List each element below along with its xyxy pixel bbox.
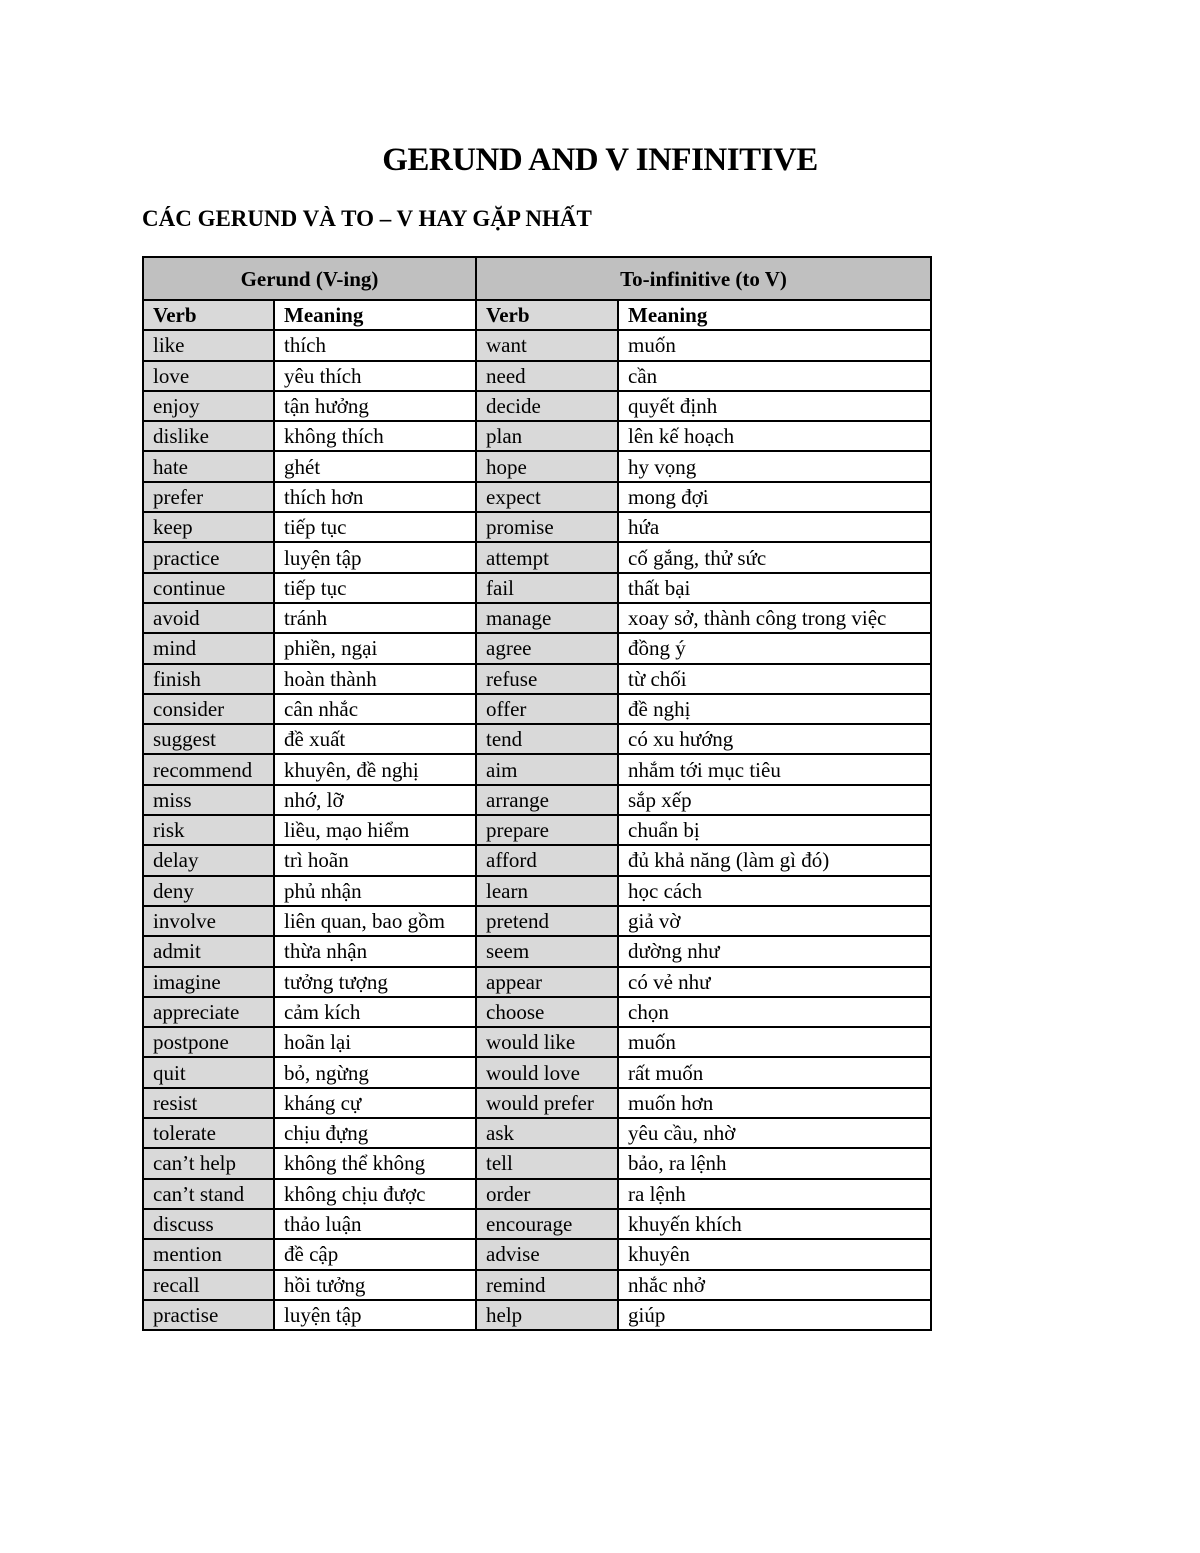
infinitive-meaning-cell: nhắc nhở [618,1270,931,1300]
gerund-meaning-cell: tưởng tượng [274,967,476,997]
infinitive-meaning-cell: cố gắng, thử sức [618,542,931,572]
infinitive-meaning-cell: rất muốn [618,1057,931,1087]
table-row [143,1148,931,1178]
infinitive-meaning-cell: yêu cầu, nhờ [618,1118,931,1148]
infinitive-verb-cell: arrange [476,785,618,815]
infinitive-verb-header: Verb [476,300,618,330]
gerund-meaning-cell: thích hơn [274,482,476,512]
table-row [143,361,931,391]
table-row [143,573,931,603]
infinitive-verb-cell: order [476,1179,618,1209]
table-row [143,754,931,784]
table-row [143,1088,931,1118]
infinitive-verb-cell: prepare [476,815,618,845]
gerund-verb-cell: deny [143,876,274,906]
infinitive-verb-cell: would prefer [476,1088,618,1118]
gerund-verb-cell: can’t help [143,1148,274,1178]
gerund-verb-cell: hate [143,451,274,481]
gerund-meaning-cell: chịu đựng [274,1118,476,1148]
gerund-meaning-cell: ghét [274,451,476,481]
table-row [143,1270,931,1300]
infinitive-header: To-infinitive (to V) [476,257,931,300]
gerund-verb-cell: prefer [143,482,274,512]
verb-table [142,256,932,1331]
gerund-meaning-cell: liên quan, bao gồm [274,906,476,936]
gerund-verb-header: Verb [143,300,274,330]
gerund-verb-cell: imagine [143,967,274,997]
gerund-verb-cell: admit [143,936,274,966]
sub-header-row [143,300,931,330]
gerund-meaning-cell: luyện tập [274,1300,476,1330]
infinitive-verb-cell: agree [476,633,618,663]
infinitive-meaning-header: Meaning [618,300,931,330]
gerund-verb-cell: practise [143,1300,274,1330]
infinitive-meaning-cell: từ chối [618,664,931,694]
gerund-verb-cell: delay [143,845,274,875]
infinitive-meaning-cell: quyết định [618,391,931,421]
infinitive-verb-cell: need [476,361,618,391]
infinitive-verb-cell: would love [476,1057,618,1087]
gerund-verb-cell: suggest [143,724,274,754]
gerund-verb-cell: involve [143,906,274,936]
infinitive-meaning-cell: nhắm tới mục tiêu [618,754,931,784]
infinitive-verb-cell: seem [476,936,618,966]
section-heading: CÁC GERUND VÀ TO – V HAY GẶP NHẤT [142,206,592,231]
gerund-verb-cell: quit [143,1057,274,1087]
infinitive-meaning-cell: giúp [618,1300,931,1330]
table-row [143,967,931,997]
infinitive-meaning-cell: cần [618,361,931,391]
infinitive-meaning-cell: đề nghị [618,694,931,724]
gerund-meaning-cell: đề xuất [274,724,476,754]
gerund-meaning-cell: bỏ, ngừng [274,1057,476,1087]
infinitive-verb-cell: attempt [476,542,618,572]
table-row [143,724,931,754]
gerund-meaning-cell: luyện tập [274,542,476,572]
gerund-verb-cell: appreciate [143,997,274,1027]
infinitive-meaning-cell: lên kế hoạch [618,421,931,451]
table-row [143,1300,931,1330]
gerund-meaning-cell: liều, mạo hiểm [274,815,476,845]
infinitive-meaning-cell: muốn hơn [618,1088,931,1118]
infinitive-verb-cell: manage [476,603,618,633]
infinitive-meaning-cell: có xu hướng [618,724,931,754]
gerund-header: Gerund (V-ing) [143,257,476,300]
infinitive-verb-cell: choose [476,997,618,1027]
gerund-meaning-cell: cân nhắc [274,694,476,724]
infinitive-meaning-cell: bảo, ra lệnh [618,1148,931,1178]
gerund-verb-cell: love [143,361,274,391]
infinitive-meaning-cell: mong đợi [618,482,931,512]
gerund-meaning-cell: hồi tưởng [274,1270,476,1300]
infinitive-meaning-cell: giả vờ [618,906,931,936]
table-row [143,785,931,815]
infinitive-verb-cell: help [476,1300,618,1330]
table-row [143,815,931,845]
table-row [143,664,931,694]
gerund-verb-cell: like [143,330,274,360]
gerund-meaning-cell: không chịu được [274,1179,476,1209]
table-row [143,845,931,875]
page-title: GERUND AND V INFINITIVE [382,142,818,178]
table-row [143,451,931,481]
gerund-verb-cell: mind [143,633,274,663]
infinitive-verb-cell: afford [476,845,618,875]
gerund-verb-cell: discuss [143,1209,274,1239]
gerund-meaning-cell: nhớ, lỡ [274,785,476,815]
gerund-meaning-cell: không thích [274,421,476,451]
infinitive-meaning-cell: hứa [618,512,931,542]
table-row [143,1179,931,1209]
table-row [143,936,931,966]
infinitive-meaning-cell: học cách [618,876,931,906]
table-row [143,876,931,906]
infinitive-meaning-cell: khuyên [618,1239,931,1269]
gerund-verb-cell: consider [143,694,274,724]
table-row [143,694,931,724]
infinitive-verb-cell: encourage [476,1209,618,1239]
gerund-meaning-cell: kháng cự [274,1088,476,1118]
gerund-verb-cell: tolerate [143,1118,274,1148]
infinitive-meaning-cell: chọn [618,997,931,1027]
table-row [143,633,931,663]
gerund-meaning-cell: tiếp tục [274,573,476,603]
infinitive-verb-cell: fail [476,573,618,603]
infinitive-meaning-cell: xoay sở, thành công trong việc [618,603,931,633]
infinitive-verb-cell: plan [476,421,618,451]
infinitive-verb-cell: advise [476,1239,618,1269]
gerund-verb-cell: can’t stand [143,1179,274,1209]
infinitive-verb-cell: ask [476,1118,618,1148]
gerund-verb-cell: continue [143,573,274,603]
infinitive-verb-cell: tend [476,724,618,754]
gerund-meaning-cell: thảo luận [274,1209,476,1239]
gerund-verb-cell: practice [143,542,274,572]
table-row [143,603,931,633]
gerund-meaning-cell: khuyên, đề nghị [274,754,476,784]
infinitive-meaning-cell: sắp xếp [618,785,931,815]
gerund-verb-cell: resist [143,1088,274,1118]
gerund-meaning-cell: yêu thích [274,361,476,391]
infinitive-meaning-cell: ra lệnh [618,1179,931,1209]
infinitive-verb-cell: refuse [476,664,618,694]
table-row [143,391,931,421]
table-row [143,421,931,451]
gerund-meaning-cell: hoàn thành [274,664,476,694]
infinitive-verb-cell: offer [476,694,618,724]
gerund-verb-cell: finish [143,664,274,694]
infinitive-verb-cell: appear [476,967,618,997]
table-row [143,330,931,360]
gerund-meaning-cell: tránh [274,603,476,633]
infinitive-meaning-cell: khuyến khích [618,1209,931,1239]
infinitive-verb-cell: remind [476,1270,618,1300]
gerund-verb-cell: mention [143,1239,274,1269]
gerund-meaning-cell: phủ nhận [274,876,476,906]
infinitive-verb-cell: pretend [476,906,618,936]
gerund-verb-cell: recall [143,1270,274,1300]
table-row [143,542,931,572]
infinitive-meaning-cell: thất bại [618,573,931,603]
table-row [143,482,931,512]
infinitive-meaning-cell: muốn [618,1027,931,1057]
infinitive-verb-cell: decide [476,391,618,421]
gerund-meaning-cell: tiếp tục [274,512,476,542]
gerund-verb-cell: dislike [143,421,274,451]
gerund-meaning-cell: tận hưởng [274,391,476,421]
gerund-meaning-cell: thích [274,330,476,360]
infinitive-verb-cell: aim [476,754,618,784]
gerund-verb-cell: miss [143,785,274,815]
gerund-meaning-cell: đề cập [274,1239,476,1269]
gerund-verb-cell: recommend [143,754,274,784]
gerund-verb-cell: enjoy [143,391,274,421]
infinitive-verb-cell: promise [476,512,618,542]
infinitive-verb-cell: hope [476,451,618,481]
infinitive-meaning-cell: muốn [618,330,931,360]
infinitive-meaning-cell: đồng ý [618,633,931,663]
infinitive-meaning-cell: đủ khả năng (làm gì đó) [618,845,931,875]
gerund-meaning-header: Meaning [274,300,476,330]
gerund-meaning-cell: trì hoãn [274,845,476,875]
infinitive-meaning-cell: có vẻ như [618,967,931,997]
infinitive-verb-cell: would like [476,1027,618,1057]
infinitive-verb-cell: tell [476,1148,618,1178]
table-row [143,997,931,1027]
gerund-meaning-cell: cảm kích [274,997,476,1027]
gerund-meaning-cell: không thể không [274,1148,476,1178]
infinitive-verb-cell: learn [476,876,618,906]
table-row [143,906,931,936]
table-row [143,1209,931,1239]
table-row [143,1118,931,1148]
infinitive-meaning-cell: hy vọng [618,451,931,481]
gerund-verb-cell: risk [143,815,274,845]
gerund-verb-cell: postpone [143,1027,274,1057]
table-row [143,1027,931,1057]
gerund-meaning-cell: phiền, ngại [274,633,476,663]
table-row [143,1057,931,1087]
gerund-meaning-cell: hoãn lại [274,1027,476,1057]
infinitive-meaning-cell: chuẩn bị [618,815,931,845]
gerund-meaning-cell: thừa nhận [274,936,476,966]
gerund-verb-cell: keep [143,512,274,542]
infinitive-meaning-cell: dường như [618,936,931,966]
table-row [143,1239,931,1269]
group-header-row [143,257,931,300]
gerund-verb-cell: avoid [143,603,274,633]
infinitive-verb-cell: expect [476,482,618,512]
table-row [143,512,931,542]
infinitive-verb-cell: want [476,330,618,360]
